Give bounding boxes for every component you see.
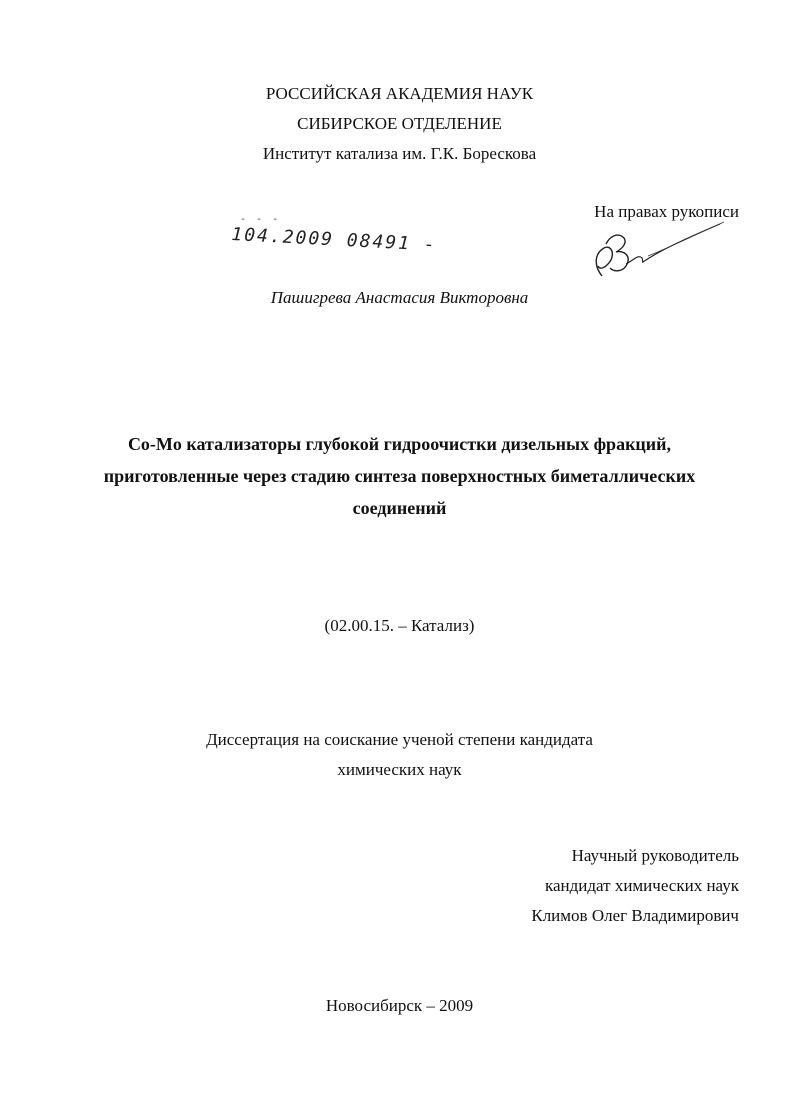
- supervisor-degree: кандидат химических наук: [545, 876, 739, 895]
- supervisor-role: Научный руководитель: [571, 846, 739, 865]
- signature-image: [588, 214, 728, 294]
- branch-name: СИБИРСКОЕ ОТДЕЛЕНИЕ: [297, 114, 502, 133]
- institute-name: Институт катализа им. Г.К. Борескова: [262, 144, 537, 163]
- city-year: Новосибирск – 2009: [325, 996, 474, 1015]
- specialty-code: (02.00.15. – Катализ): [324, 616, 475, 635]
- title-line-3: соединений: [352, 498, 447, 518]
- registration-stamp: 104.2009 08491 -: [230, 224, 438, 256]
- manuscript-note: На правах рукописи: [594, 202, 739, 221]
- academy-name: РОССИЙСКАЯ АКАДЕМИЯ НАУК: [265, 84, 534, 103]
- title-line-2: приготовленные через стадию синтеза поверхностных биметаллических: [103, 466, 696, 486]
- title-line-1: Co-Mo катализаторы глубокой гидроочистки дизельных фракций,: [127, 434, 672, 454]
- supervisor-name: Климов Олег Владимирович: [531, 906, 739, 925]
- stamp-marks: - - -: [240, 214, 281, 225]
- author-name: Пашигрева Анастасия Викторовна: [270, 288, 529, 307]
- degree-line-2: химических наук: [337, 760, 462, 779]
- degree-line-1: Диссертация на соискание ученой степени кандидата: [206, 730, 593, 749]
